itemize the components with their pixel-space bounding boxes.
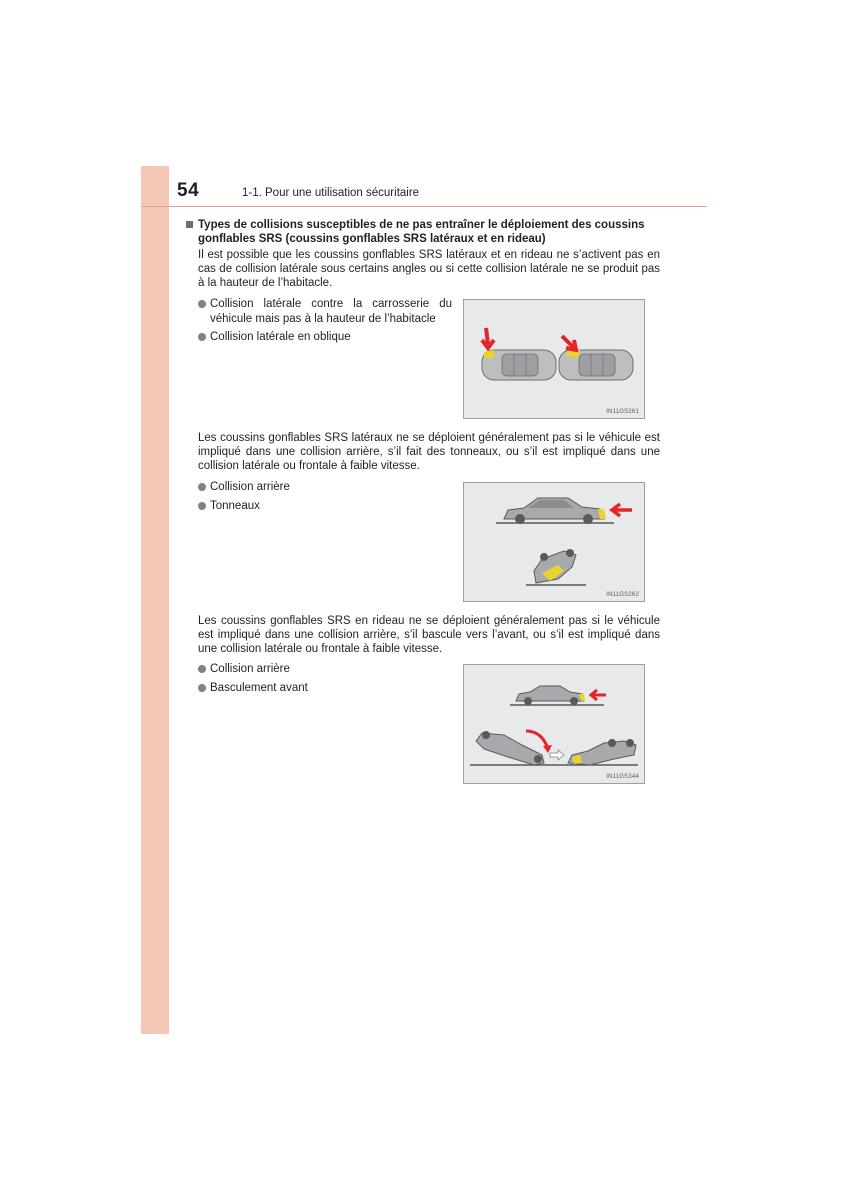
impact-arrow-icon — [482, 328, 494, 348]
bullet-list-3 — [198, 662, 398, 699]
list-item: Collision arrière — [198, 662, 398, 677]
bullet-dot-icon — [198, 665, 206, 673]
side-collision-illustration — [464, 300, 646, 420]
nose-down-car-icon — [476, 731, 544, 765]
header-rule — [141, 206, 707, 207]
paragraph-curtain-airbags-not-deploy: Les coussins gonflables SRS en rideau ne se déploient généralement pas si le véhicule est impliqué dans une collision arrière, s’il bascule vers l’avant, ou s’il est impliqué dans une collision latérale ou frontale à faible vitesse. — [198, 615, 660, 656]
paragraph-side-curtain-angles: Il est possible que les coussins gonflables SRS latéraux et en rideau ne s’activent pas en cas de collision latérale sous certains angles ou si cette collision latérale ne se produit pas à la hauteur de l’habitacle. — [198, 249, 660, 290]
bullet-dot-icon — [198, 483, 206, 491]
list-item: Collision arrière — [198, 480, 398, 495]
bullet-dot-icon — [198, 684, 206, 692]
car-side-view-icon — [516, 686, 585, 705]
figure-side-collision-top-view — [463, 299, 645, 419]
rear-collision-rollover-illustration — [464, 483, 646, 603]
impact-arrow-icon — [562, 336, 576, 350]
paragraph-side-airbags-not-deploy: Les coussins gonflables SRS latéraux ne se déploient généralement pas si le véhicule est impliqué dans une collision arrière, s’il fait des tonneaux, ou s’il est impliqué dans une collision latérale ou frontale à faible vitesse. — [198, 432, 660, 473]
chapter-side-tab — [141, 166, 169, 1034]
bullet-dot-icon — [198, 333, 206, 341]
car-top-view-icon — [482, 350, 556, 380]
forward-rollover-illustration — [464, 665, 646, 785]
car-top-view-icon — [559, 350, 633, 380]
rollover-car-icon — [534, 549, 576, 583]
list-item: Collision latérale en oblique — [198, 330, 452, 345]
section-heading — [186, 218, 660, 246]
car-side-view-icon — [504, 498, 606, 524]
figure-rear-collision-forward-rollover — [463, 664, 645, 784]
section-heading-text: Types de collisions susceptibles de ne pas entraîner le déploiement des coussins gonflables SRS (coussins gonflables SRS latéraux et en rideau) — [198, 219, 645, 245]
list-item: Tonneaux — [198, 499, 398, 514]
figure-code: IN11GS262 — [606, 592, 639, 598]
impact-arrow-icon — [612, 504, 632, 516]
arrow-right-icon — [550, 750, 564, 760]
page-number: 54 — [177, 180, 200, 201]
chapter-title: 1-1. Pour une utilisation sécuritaire — [242, 187, 420, 199]
figure-rear-collision-rollover — [463, 482, 645, 602]
list-item: Basculement avant — [198, 681, 398, 696]
figure-code: IN11GS344 — [606, 774, 639, 780]
bullet-dot-icon — [198, 300, 206, 308]
bullet-list-1 — [198, 297, 452, 349]
list-item: Collision latérale contre la carrosserie du véhicule mais pas à la hauteur de l’habitacle — [198, 297, 452, 326]
square-bullet-icon — [186, 221, 193, 228]
impact-arrow-icon — [591, 690, 606, 700]
overturned-car-icon — [568, 739, 636, 765]
bullet-dot-icon — [198, 502, 206, 510]
figure-code: IN11GS261 — [606, 409, 639, 415]
bullet-list-2 — [198, 480, 398, 517]
